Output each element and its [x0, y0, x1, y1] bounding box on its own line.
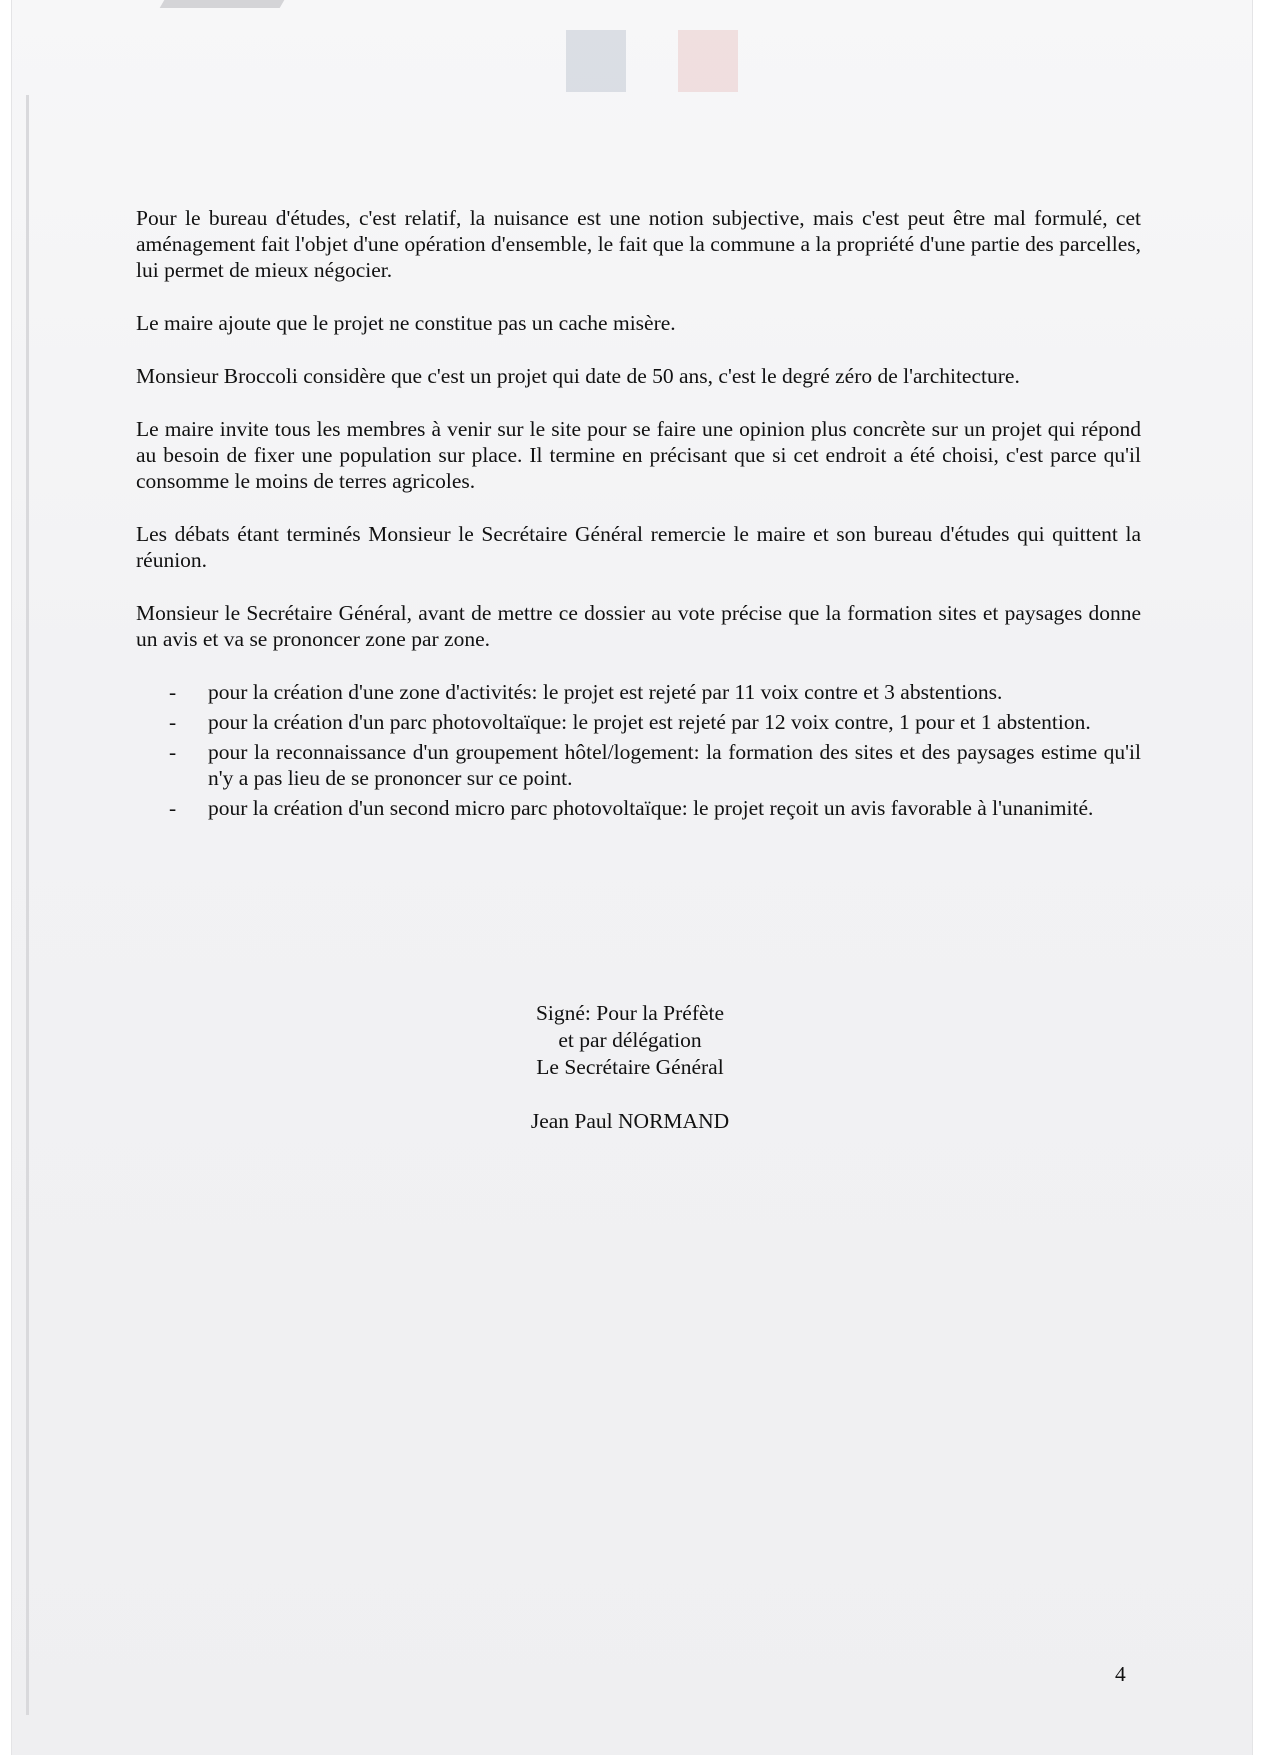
paragraph: Monsieur le Secrétaire Général, avant de mettre ce dossier au vote précise que la formation sites et paysages donne un avis et va se prononcer zone par zone.: [136, 601, 1141, 651]
paragraph: Monsieur Broccoli considère que c'est un projet qui date de 50 ans, c'est le degré zéro de l'architecture.: [136, 364, 1020, 388]
paragraph: Le maire ajoute que le projet ne constitue pas un cache misère.: [136, 311, 676, 335]
list-item-text: pour la reconnaissance d'un groupement hôtel/logement: la formation des sites et des paysages estime qu'il n'y a pas lieu de se prononcer sur ce point.: [208, 740, 1141, 790]
scan-corner-mark: [160, 0, 285, 8]
list-bullet: -: [169, 740, 177, 764]
list-item-text: pour la création d'un parc photovoltaïque: le projet est rejeté par 12 voix contre, 1 pour et 1 abstention.: [208, 710, 1091, 734]
page-number: 4: [1115, 1662, 1126, 1686]
signatory-name: Jean Paul NORMAND: [530, 1109, 730, 1133]
paragraph: Les débats étant terminés Monsieur le Secrétaire Général remercie le maire et son bureau d'études qui quittent la réunion.: [136, 522, 1141, 572]
list-bullet: -: [169, 796, 177, 820]
signature-line: et par délégation: [558, 1028, 702, 1052]
list-item-text: pour la création d'un second micro parc photovoltaïque: le projet reçoit un avis favorable à l'unanimité.: [208, 796, 1094, 820]
list-item: [136, 739, 1141, 791]
list-item-text: pour la création d'une zone d'activités: le projet est rejeté par 11 voix contre et 3 abstentions.: [208, 680, 1003, 704]
list-bullet: -: [169, 710, 177, 734]
bleed-through-logo-red: [678, 30, 738, 92]
document-body: [136, 205, 1141, 825]
scan-edge: [26, 95, 29, 1715]
signature-block: [480, 1000, 780, 1135]
paragraph: Le maire invite tous les membres à venir sur le site pour se faire une opinion plus concrète sur un projet qui répond au besoin de fixer une population sur place. Il termine en précisant que si cet endroit a été choisi, c'est parce qu'il consomme le moins de terres agricoles.: [136, 417, 1141, 493]
list-item: [136, 709, 1141, 735]
bleed-through-logo: [566, 30, 746, 110]
vote-results-list: [136, 679, 1141, 821]
signature-line: Le Secrétaire Général: [536, 1055, 724, 1079]
signature-line: Signé: Pour la Préfète: [535, 1001, 725, 1025]
paragraph: Pour le bureau d'études, c'est relatif, la nuisance est une notion subjective, mais c'est peut être mal formulé, cet aménagement fait l'objet d'une opération d'ensemble, le fait que la commune a la propriété d'une partie des parcelles, lui permet de mieux négocier.: [136, 206, 1141, 282]
list-item: [136, 795, 1141, 821]
bleed-through-logo-blue: [566, 30, 626, 92]
list-bullet: -: [169, 680, 177, 704]
list-item: [136, 679, 1141, 705]
